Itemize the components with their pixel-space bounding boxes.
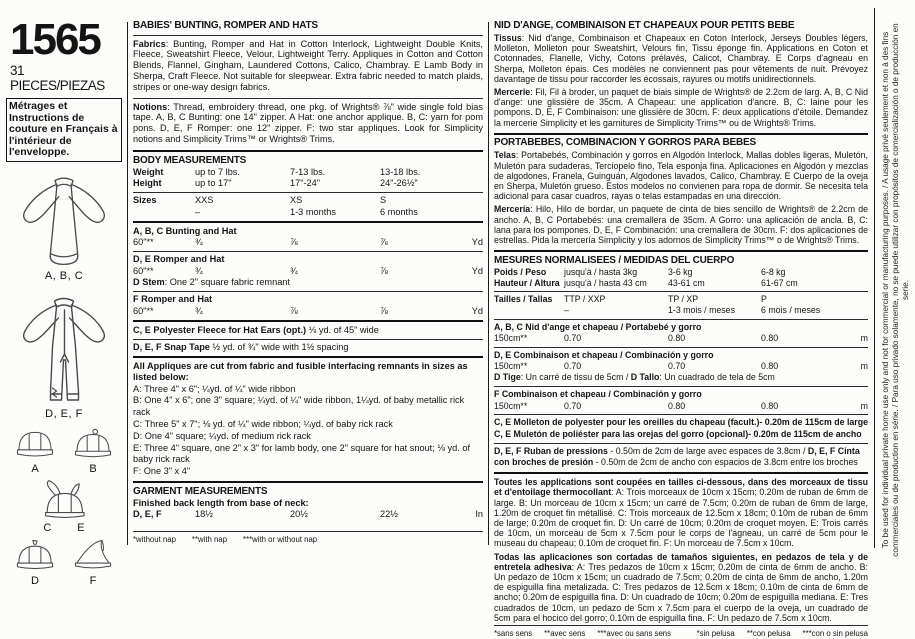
hat-ce-figure — [6, 479, 122, 534]
applique-item-f: F: One 3" x 4" — [133, 466, 191, 477]
telas-paragraph — [494, 150, 868, 201]
fabrics-label: Fabrics — [133, 38, 166, 49]
fleece-text: ⅛ yd. of 45" wide — [306, 324, 379, 335]
hat-b-label: B — [89, 462, 97, 475]
mercerie-paragraph — [494, 87, 868, 128]
tige-text-fr: : Un carré de tissu de 5cm / — [520, 372, 631, 383]
divider — [133, 320, 483, 322]
pattern-number: 1565 — [10, 15, 100, 64]
snap-text-fr: - 0.50m de 2cm de large avec espaces de 3.8cm / — [607, 445, 808, 456]
metrage-value: 0.80 — [761, 361, 779, 372]
nap-footnotes — [133, 531, 483, 546]
bunting-figure — [6, 172, 122, 282]
divider — [494, 133, 868, 135]
divider — [133, 35, 483, 36]
divider — [133, 339, 483, 340]
weight-xs: 7-13 lbs. — [290, 166, 326, 177]
metrage-value: 0.80 — [761, 400, 779, 411]
romper-line-drawing — [16, 292, 112, 410]
metrage-value: 0.80 — [668, 333, 686, 344]
height-row — [133, 178, 483, 190]
sizes-label: Sizes — [133, 195, 157, 206]
yardage-de-heading: D, E Romper and Hat — [133, 254, 225, 265]
size-xxs: XXS — [195, 195, 214, 206]
tige-label-es: D Tallo — [630, 372, 660, 383]
tailles-label: Tailles / Tallas — [494, 294, 553, 305]
height-xxs: up to 17" — [195, 178, 232, 189]
hauteur-value: jusqu'à / hasta 43 cm — [564, 277, 647, 288]
hauteur-row — [494, 278, 868, 289]
yardage-unit: Yd — [471, 305, 483, 316]
french-footnotes — [494, 629, 671, 639]
weight-s: 13-18 lbs. — [380, 166, 421, 177]
hat-d-line-drawing — [13, 538, 57, 572]
poids-value: jusqu'à / hasta 3kg — [564, 266, 638, 277]
merceria-paragraph — [494, 204, 868, 245]
spanish-title: PORTABEBES, COMBINACION Y GORROS PARA BEBES — [494, 137, 756, 149]
appliques-paragraph-fr — [494, 477, 868, 548]
garment-measurements-heading: GARMENT MEASUREMENTS — [133, 485, 268, 497]
hat-e-label: E — [77, 521, 85, 534]
metric-yardage-de-heading: D, E Combinaison et chapeau / Combinación y gorro — [494, 349, 714, 360]
garment-views-label: D, E, F — [133, 509, 162, 520]
fleece-note — [133, 325, 483, 337]
yardage-value: ⅞ — [380, 265, 388, 276]
mois-value: 1-3 mois / meses — [668, 305, 735, 316]
tailles-row — [494, 294, 868, 305]
divider — [494, 250, 868, 252]
appliques-label-fr: Toutes les applications sont coupées en tailles ci-dessous, dans des morceaux de tissu et d'entoilage thermocollant — [494, 477, 868, 498]
fabric-width: 150cm** — [494, 333, 528, 344]
height-xs: 17"-24" — [290, 178, 321, 189]
english-title: BABIES' BUNTING, ROMPER AND HATS — [133, 20, 318, 31]
applique-item-a: A: Three 4" x 6"; ¼yd. of ¼" wide ribbon — [133, 383, 296, 394]
yardage-value: ⅞ — [380, 237, 388, 248]
applique-item-b: B: One 4" x 6"; one 3" square; ¼yd. of ¼" wide ribbon, 1¼yd. of baby metallic rick rack — [133, 395, 465, 418]
hauteur-label: Hauteur / Altura — [494, 277, 560, 288]
metric-yardage-abc-row — [494, 333, 868, 344]
body-measurements-heading: BODY MEASUREMENTS — [133, 154, 247, 166]
yardage-abc-heading: A, B, C Bunting and Hat — [133, 225, 237, 236]
bunting-views-label: A, B, C — [44, 269, 84, 282]
weight-row — [133, 167, 483, 179]
telas-text: : Portabebés, Combinación y gorros en Algodón Interlock, Mallas dobles ligeras, Muletón, Muletón para sudaderas, Terciopelo fino, Tela esponja fina. Aplicaciones en Algodón y mezclas de algodones, Franela, Guinguán, Algodones lavados, Calico, Chambray. E Cuerpo de la oveja en Sherpa, Muletón grueso. Estos modelos no convienen para ropa de dormir. Se necesita tela adicional para casar cuadros, rayas o telas estampadas en una dirección. — [494, 150, 868, 202]
metrage-value: 0.70 — [564, 400, 582, 411]
home-use-sidebar — [876, 0, 915, 580]
hat-b-line-drawing — [71, 428, 115, 460]
yardage-value: ⅞ — [380, 305, 388, 316]
yardage-value: ¾ — [195, 265, 203, 276]
french-title: NID D'ANGE, COMBINAISON ET CHAPEAUX POUR PETITS BEBE — [494, 20, 795, 31]
snap-tape-note — [133, 342, 483, 354]
garment-value: 18½ — [195, 509, 213, 520]
fabrics-paragraph — [133, 39, 483, 94]
merceria-label: Mercería — [494, 204, 531, 215]
bunting-line-drawing — [16, 172, 112, 272]
garment-sub-heading: Finished back length from base of neck: — [133, 497, 309, 508]
weight-label: Weight — [133, 166, 164, 177]
yardage-de-row — [133, 266, 483, 278]
taille-value: P — [761, 294, 767, 305]
yardage-value: ⅞ — [290, 305, 298, 316]
hat-b-figure — [64, 428, 122, 475]
metrage-value: 0.80 — [668, 400, 686, 411]
hat-f-figure — [64, 538, 122, 587]
fabric-width: 60"** — [133, 237, 154, 248]
metrage-unit: m — [860, 361, 868, 372]
footnote-con-pelusa: **con pelusa — [746, 629, 791, 638]
metrage-unit: m — [860, 400, 868, 411]
divider-sidebar — [874, 8, 875, 548]
footnote-avec-sens: **avec sens — [544, 629, 586, 638]
divider — [494, 347, 868, 348]
appliques-text-fr: : A: Trois morceaux de 10cm x 15cm; 0.20m de ruban de 6mm de large. B: Un morceau de 10cm x 15cm; un carré de 7.5cm; 0.20m de ruban de 6mm de large, 1.20m de croquet fin métallisé. C: Trois morceaux de 12.5cm x 18cm; 0.10m de ruban de 6mm de large; 0.20m de croquet fin. D: Un carré de 10cm; 0.20m de croquet moyen. E: Trois carrés de 10cm, un morceau de 5cm x 7.5cm pour le corps de l'agneau, un carré de 5cm pour le museau du chapeau; 0.10m de croquet fin. F: Un morceau de 7.5cm x 10cm. — [494, 487, 868, 549]
divider — [494, 291, 868, 292]
hat-ce-labels — [6, 522, 122, 534]
hat-ce-line-drawing — [35, 479, 93, 519]
size-s: S — [380, 195, 387, 206]
merceria-text: : Hilo, Hilo de bordar, un paquete de cinta de bies sencillo de Wrights® de 2.2cm de ancho. A, B, C Portabebés: una cremallera de 35cm. A Gorro: una aplicación de ancla. B, C: lana para los pompones. D, E, F Combinación: una cremallera de 30cm. F: dos aplicaciones de estrellas. Pida la mercería Simplicity y los adornos de Simplicity Trims™ o de Wrights® Trims. — [494, 204, 868, 245]
metrage-value: 0.80 — [761, 333, 779, 344]
home-use-notice: To be used for individual private home use only and not for commercial or manufacturing purposes. / A usage privé seulement et non à des fins commerciales ou de production en série. / Para uso privado solamente, no se puede utilizar con propósitos de comercialización o de producción en serie. — [880, 23, 910, 557]
divider — [494, 319, 868, 320]
months-xs: 1-3 months — [290, 206, 336, 217]
appliques-text-es: : A: Tres pedazos de 10cm x 15cm; 0.20m de cinta de 6mm de ancho. B: Un pedazo de 10cm x 15cm; un cuadrado de 7.5cm; 0.20m de cinta de 6mm de ancho, 1.20m de espiguilla fina metalizada. C: Tres pedazos de 12.5cm x 18cm; 0.10m de cinta de 6mm de ancho; 0.20m de espiguilla fina. D: Un cuadrado de 10cm; 0.20m de espiguilla mediana. E: Tres cuadrados de 10cm, un pedazo de 5cm x 7.5cm para el cuerpo de la oveja, un cuadrado de 5cm para el hocico del gorro; 0.10m de espiguilla fina. F: Un pedazo de 7.5cm x 10cm. — [494, 561, 868, 623]
poids-row — [494, 267, 868, 278]
notions-label: Notions — [133, 101, 168, 112]
yardage-abc-row — [133, 237, 483, 249]
fleece-note-fr: C, E Molleton de polyester pour les oreilles du chapeau (facult.)- 0.20m de 115cm de large — [494, 417, 868, 428]
weight-xxs: up to 7 lbs. — [195, 166, 240, 177]
garment-value: 22½ — [380, 509, 398, 520]
garment-value: 20½ — [290, 509, 308, 520]
poids-value: 6-8 kg — [761, 266, 786, 277]
left-column — [6, 15, 122, 587]
french-note-box: Métrages et Instructions de couture en Français à l'intérieur de l'enveloppe. — [6, 98, 122, 162]
french-spanish-column — [494, 20, 868, 638]
metrage-value: 0.70 — [668, 361, 686, 372]
snap-text-es: - 0.50m de 2cm de ancho con espacios de 3.8cm entre los broches — [593, 457, 858, 468]
months-row — [133, 207, 483, 219]
divider — [494, 472, 868, 474]
yardage-unit: Yd — [471, 265, 483, 276]
applique-item-d: D: One 4" square; ¼yd. of medium rick rack — [133, 430, 311, 441]
taille-value: TTP / XXP — [564, 294, 606, 305]
fabric-width: 150cm** — [494, 361, 528, 372]
mois-value: – — [564, 305, 569, 316]
garment-row — [133, 509, 483, 521]
divider — [133, 291, 483, 292]
tige-label-fr: D Tige — [494, 372, 521, 383]
footnote-with-nap: **with nap — [191, 535, 228, 545]
divider — [494, 443, 868, 444]
footnote-sans-sens: *sans sens — [494, 629, 533, 638]
fabric-width: 60"** — [133, 265, 154, 276]
yardage-unit: Yd — [471, 237, 483, 248]
romper-views-label: D, E, F — [45, 407, 83, 420]
hat-d-figure — [6, 538, 64, 587]
footnote-without-nap: *without nap — [133, 535, 176, 545]
tissus-text: : Nid d'ange, Combinaison et Chapeaux en Coton Interlock, Jerseys Doubles légers, Molleton, Molleton pour Sweatshirt, Velours fin, Tissu éponge fin. Applications en Coton et Cotonnades, Flanelle, Vichy, Cotons prélavés, Calicot, Chambray. E Corps d'agneau en Sherpa, Molleton épais. Ces modèles ne conviennent pas pour vêtements de nuit. Prévoyez davantage de tissu pour raccorder les écossais, rayures ou motifs unidirectionnels. — [494, 33, 868, 84]
telas-label: Telas — [494, 150, 516, 161]
footnote-sin-pelusa: *sin pelusa — [696, 629, 735, 638]
metric-yardage-f-row — [494, 401, 868, 412]
hat-d-label: D — [31, 574, 39, 587]
months-s: 6 months — [380, 206, 418, 217]
mois-value: 6 mois / meses — [761, 305, 821, 316]
divider — [133, 481, 483, 483]
taille-value: TP / XP — [668, 294, 699, 305]
notions-paragraph — [133, 102, 483, 146]
mercerie-text: : Fil, Fil à broder, un paquet de biais simple de Wrights® de 2.2cm de larg. A, B, C Nid d'ange: une glissière de 35cm. A Chapeau: une application d'ancre. B, C: laine pour les pompons. D, E, F Combinaison: une glissière de 30cm. F: deux applications d'étoile. Demandez la mercerie Simplicity et les garnitures de Simplicity Trims™ ou de Wrights® Trims. — [494, 87, 868, 128]
fabrics-text: : Bunting, Romper and Hat in Cotton Interlock, Lightweight Double Knits, Fleece, Sweatshirt Fleece, Velour, Lightweight Terry. Appliques in Cotton and Cotton Blends, Flannel, Gingham, Laundered Cottons, Calico, Chambray. E Lamb Body in Sherpa, Craft Fleece. Not suitable for sleepwear. Extra fabric needed to match plaids, stripes or one-way design fabrics. — [133, 38, 483, 93]
stem-label: D Stem — [133, 277, 165, 288]
snap-tape-text: ½ yd. of ¾" wide with 1½ spacing — [209, 341, 349, 352]
mois-row — [494, 305, 868, 316]
stem-text: : One 2" square fabric remnant — [164, 277, 290, 288]
divider-middle-right — [488, 22, 489, 545]
yardage-value: ¾ — [195, 305, 203, 316]
pieces-count: 31 PIECES/PIEZAS — [10, 63, 105, 93]
footnote-avec-ou-sans-sens: ***avec ou sans sens — [597, 629, 672, 638]
divider — [133, 251, 483, 252]
divider — [494, 414, 868, 415]
poids-label: Poids / Peso — [494, 266, 547, 277]
hauteur-value: 61-67 cm — [761, 277, 798, 288]
divider — [494, 386, 868, 387]
months-xxs: – — [195, 206, 201, 217]
yardage-value: ¾ — [290, 265, 298, 276]
hat-f-line-drawing — [71, 538, 115, 572]
hat-a-line-drawing — [13, 428, 57, 460]
height-s: 24"-26½" — [380, 178, 418, 189]
hat-c-label: C — [43, 521, 52, 534]
mercerie-label: Mercerie — [494, 87, 531, 98]
applique-item-e: E: Three 4" square, one 2" x 3" for lamb body, one 2" square for hat snout; ⅛ yd. of baby rick rack — [133, 442, 471, 465]
poids-value: 3-6 kg — [668, 266, 693, 277]
metric-yardage-abc-heading: A, B, C Nid d'ange et chapeau / Portabebé y gorro — [494, 321, 702, 332]
appliques-paragraph-es — [494, 552, 868, 623]
hat-a-label: A — [31, 462, 39, 475]
yardage-value: ¾ — [195, 237, 203, 248]
spanish-footnotes — [697, 629, 868, 639]
height-label: Height — [133, 178, 162, 189]
yardage-value: ⅞ — [290, 237, 298, 248]
english-column — [133, 20, 483, 546]
size-xs: XS — [290, 195, 303, 206]
divider-left-middle — [127, 22, 128, 545]
romper-figure — [6, 292, 122, 420]
metric-yardage-de-row — [494, 361, 868, 372]
tissus-label: Tissus — [494, 33, 522, 43]
metrage-value: 0.70 — [564, 361, 582, 372]
hat-figures — [6, 428, 122, 587]
tissus-paragraph — [494, 33, 868, 84]
appliques-heading: All Appliques are cut from fabric and fusible interfacing remnants in sizes as listed below: — [133, 360, 468, 383]
divider — [133, 150, 483, 152]
hat-f-label: F — [89, 574, 97, 587]
snap-tape-label: D, E, F Snap Tape — [133, 341, 210, 352]
fabric-width: 60"** — [133, 305, 154, 316]
divider — [133, 192, 483, 193]
fleece-label: C, E Polyester Fleece for Hat Ears (opt.) — [133, 324, 307, 335]
tige-text-es: : Un cuadrado de tela de 5cm — [659, 372, 775, 383]
snap-label-fr: D, E, F Ruban de pressions — [494, 445, 608, 456]
divider — [133, 221, 483, 223]
metrage-value: 0.70 — [564, 333, 582, 344]
hat-a-figure — [6, 428, 64, 475]
divider — [133, 356, 483, 358]
snap-note-bilingual — [494, 446, 868, 469]
snap-label-es: D, E, F Cinta con broches de presión — [494, 445, 860, 468]
garment-unit: In — [475, 509, 483, 520]
footnote-with-or-without-nap: ***with or without nap — [243, 535, 318, 545]
yardage-f-heading: F Romper and Hat — [133, 294, 213, 305]
divider — [133, 98, 483, 99]
stem-note — [133, 277, 483, 289]
tige-note — [494, 372, 868, 384]
metrage-unit: m — [860, 333, 868, 344]
appliques-label-es: Todas las aplicaciones son cortadas de tamaños siguientes, en pedazos de tela y de entretela adhesiva — [494, 551, 868, 572]
applique-item-c: C: Three 5" x 7"; ⅛ yd. of ¼" wide ribbon; ¼yd. of baby rick rack — [133, 419, 393, 430]
sizes-row — [133, 195, 483, 207]
metric-yardage-f-heading: F Combinaison et chapeau / Combinación y gorro — [494, 389, 702, 400]
fabric-width: 150cm** — [494, 400, 528, 411]
yardage-f-row — [133, 306, 483, 318]
notions-text: : Thread, embroidery thread, one pkg. of Wrights® ⅞" wide single fold bias tape. A, B, C Bunting: one 14" zipper. A Hat: one anchor applique. B, C: yarn for pom pons. D, E, F Romper: one 12" zipper. F: two star appliques. Look for Simplicity notions and Simplicity Trims™ or Wrights® Trims. — [133, 101, 483, 145]
sens-pelusa-footnotes — [494, 625, 868, 639]
fleece-note-es: C, E Muletón de poliéster para las orejas del gorro (opcional)- 0.20m de 115cm de ancho — [494, 428, 862, 439]
metric-measurements-heading: MESURES NORMALISEES / MEDIDAS DEL CUERPO — [494, 254, 735, 266]
footnote-con-o-sin-pelusa: ***con o sin pelusa — [802, 629, 868, 638]
hauteur-value: 43-61 cm — [668, 277, 705, 288]
